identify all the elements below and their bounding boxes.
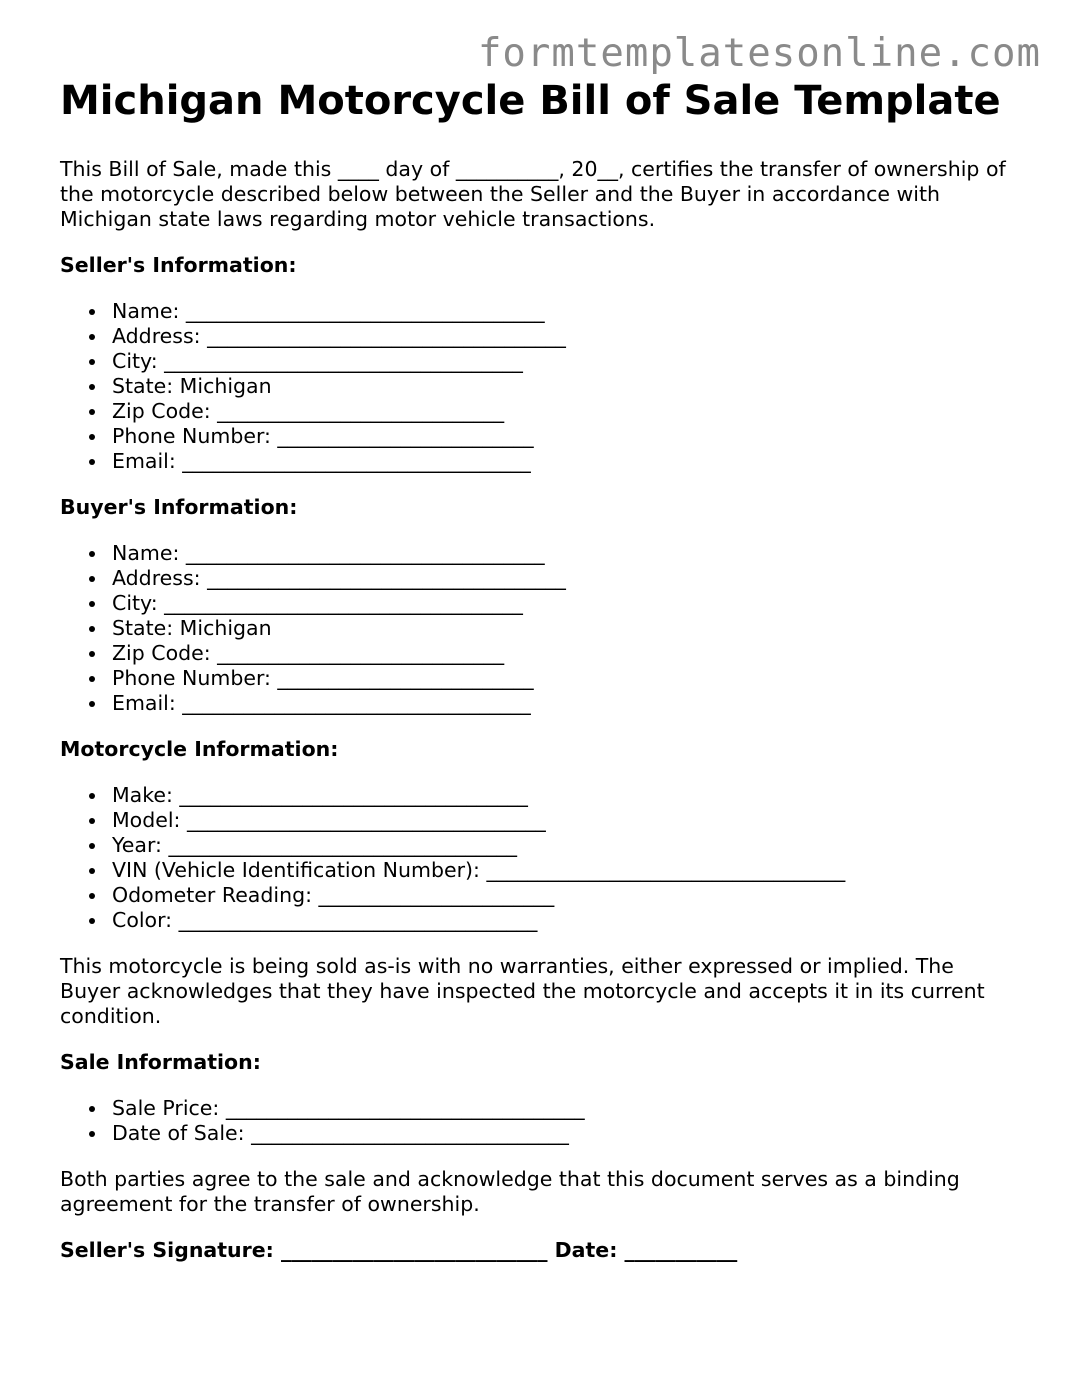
list-item: Zip Code: ____________________________	[60, 399, 1020, 424]
sale-heading: Sale Information:	[60, 1050, 261, 1074]
signature-line	[60, 1238, 1020, 1263]
list-item: Year: __________________________________	[60, 833, 1020, 858]
list-item: Zip Code: ____________________________	[60, 641, 1020, 666]
agreement-paragraph: Both parties agree to the sale and acknowledge that this document serves as a binding agreement for the transfer of ownership.	[60, 1167, 960, 1216]
list-item: State: Michigan	[60, 374, 1020, 399]
list-item: Address: ___________________________________	[60, 566, 1020, 591]
list-item: Email: __________________________________	[60, 449, 1020, 474]
buyer-heading: Buyer's Information:	[60, 495, 298, 519]
motorcycle-heading: Motorcycle Information:	[60, 737, 339, 761]
list-item: Make: __________________________________	[60, 783, 1020, 808]
list-item: Model: ___________________________________	[60, 808, 1020, 833]
list-item: Sale Price: ___________________________________	[60, 1096, 1020, 1121]
list-item: Phone Number: _________________________	[60, 424, 1020, 449]
page-title: Michigan Motorcycle Bill of Sale Template	[60, 78, 1001, 124]
buyer-list	[60, 541, 1020, 716]
list-item: City: ___________________________________	[60, 349, 1020, 374]
list-item: Name: ___________________________________	[60, 299, 1020, 324]
seller-list	[60, 299, 1020, 474]
list-item: Address: ___________________________________	[60, 324, 1020, 349]
seller-heading: Seller's Information:	[60, 253, 297, 277]
list-item: Color: ___________________________________	[60, 908, 1020, 933]
list-item: VIN (Vehicle Identification Number): ___________________________________	[60, 858, 1020, 883]
seller-signature-label: Seller's Signature: __________________________	[60, 1238, 548, 1262]
list-item: City: ___________________________________	[60, 591, 1020, 616]
list-item: Name: ___________________________________	[60, 541, 1020, 566]
list-item: Date of Sale: _______________________________	[60, 1121, 1020, 1146]
as-is-paragraph: This motorcycle is being sold as-is with no warranties, either expressed or implied. The Buyer acknowledges that they have inspected the motorcycle and accepts it in its current condition.	[60, 954, 985, 1028]
list-item: Odometer Reading: _______________________	[60, 883, 1020, 908]
signature-date-label: Date: ___________	[554, 1238, 738, 1262]
list-item: State: Michigan	[60, 616, 1020, 641]
watermark-text: formtemplatesonline.com	[477, 31, 1041, 76]
list-item: Phone Number: _________________________	[60, 666, 1020, 691]
document-body	[60, 76, 1020, 1263]
sale-list	[60, 1096, 1020, 1146]
intro-paragraph: This Bill of Sale, made this ____ day of __________, 20__, certifies the transfer of ownership of the motorcycle described below between the Seller and the Buyer in accordance with Michigan state laws regarding motor vehicle transactions.	[60, 157, 1006, 231]
list-item: Email: __________________________________	[60, 691, 1020, 716]
motorcycle-list	[60, 783, 1020, 933]
